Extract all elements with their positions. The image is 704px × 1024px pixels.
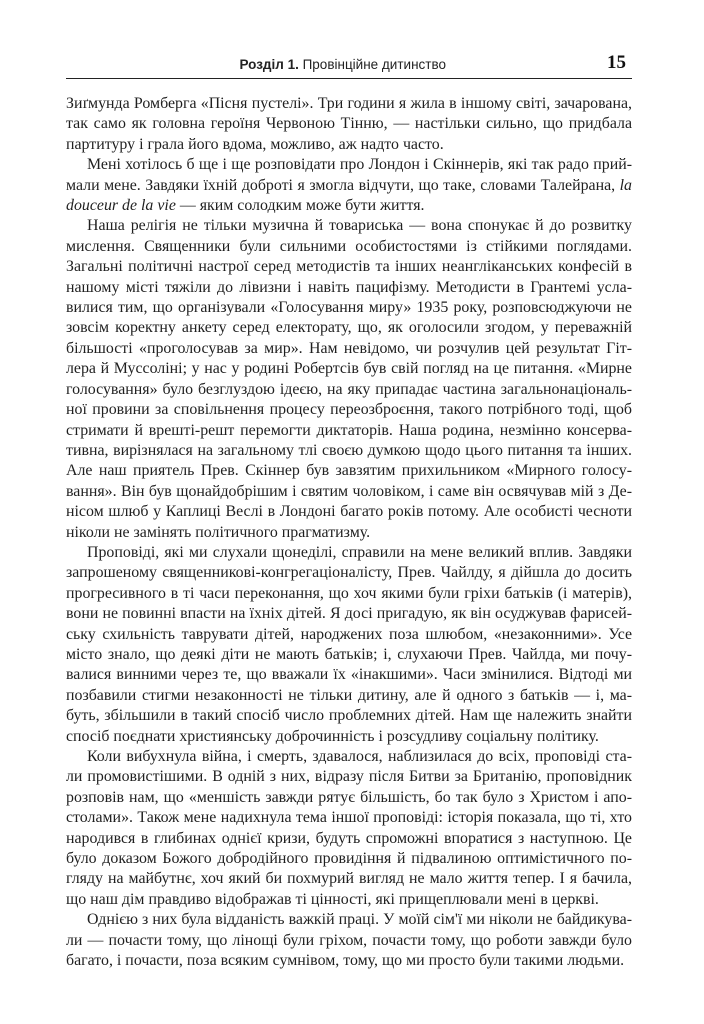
text-line: нашому місті тяжіли до лівизни і навіть пацифізму. Методисти в Грантемі усла- [66, 278, 632, 296]
text-line: Але наш приятель Прев. Скіннер був завзятим прихильником «Мирного голосу- [66, 462, 632, 480]
paragraph [66, 155, 632, 216]
text-line: розповів нам, що «меншість завжди рятує більшість, бо так було з Христом і апо- [66, 788, 632, 806]
text-line: douceur de la vie — яким солодким може бути життя. [66, 197, 425, 215]
paragraph [66, 216, 632, 543]
text-line: так само як головна героїня Червоною Тінню, — настільки сильно, що придбала [66, 115, 632, 133]
chapter-heading [239, 57, 446, 72]
text-line: гляду на майбутнє, хоч який би похмурий вигляд не мало життя тепер. І я бачила, [66, 870, 632, 888]
text-line: ніколи не замінять політичного прагматизму. [66, 523, 371, 541]
paragraph [66, 543, 632, 747]
text-line: мислення. Священники були сильними особистостями із стійкими поглядами. [66, 237, 632, 255]
text-line: голосування» було безглуздою ідеєю, на яку припадає частина загальнонаціональ- [66, 380, 632, 398]
text-line: Зиґмунда Ромберга «Пісня пустелі». Три години я жила в іншому світі, зачарована, [66, 95, 632, 112]
text-line: прогресивного в ті часи переконання, що хоч якими були гріхи батьків (і матерів), [66, 584, 632, 602]
text-line: ли промовистішими. В одній з них, відразу після Битви за Британію, проповідник [66, 768, 632, 786]
text-line: більшості «проголосував за мир». Нам невідомо, чи розчулив цей результат Гіт- [66, 339, 632, 357]
text-line: зовсім коректну анкету серед електорату, що, як оголосили згодом, у переважній [66, 319, 632, 337]
text-line: багато, і почасти, поза всяким сумнівом, тому, що ми просто були такими людьми. [66, 952, 625, 970]
text-line: партитуру і грала його вдома, можливо, аж надто часто. [66, 135, 444, 153]
text-line: ську схильність таврувати дітей, народжених поза шлюбом, «незаконними». Усе [66, 625, 632, 643]
text-line: тивна, вирізнялася на загальному тлі своєю думкою щодо цього питання та інших. [66, 441, 632, 459]
paragraph [66, 94, 632, 155]
text-line: Однією з них була відданість важкій праці. У моїй сім'ї ми ніколи не байдикува- [87, 911, 632, 929]
paragraph [66, 747, 632, 910]
text-line: вилися тим, що організували «Голосування миру» 1935 року, розповсюджуючи не [66, 299, 632, 317]
chapter-title: Провінційне дитинство [302, 57, 446, 72]
text-line: столами». Також мене надихнула тема іншої проповіді: історія показала, що ті, хто [66, 809, 632, 827]
text-line: ної провини за сповільнення процесу переозброєння, такого потрібного тоді, щоб [66, 401, 632, 419]
paragraph [66, 910, 632, 971]
text-line: ли — почасти тому, що лінощі були гріхом, почасти тому, що роботи завжди було [66, 931, 632, 949]
text-line: лера й Муссоліні; у нас у родині Робертсів був свій погляд на це питання. «Мирне [66, 360, 632, 378]
text-line: нісом шлюб у Каплиці Веслі в Лондоні багато років потому. Але особисті чесноти [66, 503, 632, 521]
text-line: що наш дім правдиво відображав ті цінності, які прищеплювали мені в церкві. [66, 890, 599, 908]
text-line: вони не повинні впасти на їхніх дітей. Я досі пригадую, як він осуджував фарисей- [66, 605, 632, 623]
text-line: буть, збільшили в такий спосіб число проблемних дітей. Нам ще належить знайти [66, 707, 632, 725]
text-line: було доказом Божого добродійного провидіння й підвалиною оптимістичного по- [66, 850, 632, 868]
text-line: мали мене. Завдяки їхній доброті я змогла відчути, що таке, словами Талейрана, la [66, 176, 632, 194]
text-line: народився в глибинах однієї кризи, будуть спроможні впоратися з наступною. Це [66, 829, 632, 847]
text-line: Наша релігія не тільки музична й товариська — вона спонукає й до розвитку [87, 217, 632, 235]
text-line: стримати й врешті-решт перемогти диктаторів. Наша родина, незмінно консерва- [66, 421, 632, 439]
text-line: позбавили стигми незаконності не тільки дитину, але й одного з батьків — і, ма- [66, 686, 632, 704]
running-head [66, 50, 632, 79]
page-number: 15 [607, 52, 626, 73]
body-text [66, 94, 632, 971]
text-line: вання». Він був щонайдобрішим і святим чоловіком, і саме він освячував мій з Де- [66, 482, 632, 500]
text-line: спосіб поєднати християнську доброчинність і розсудливу соціальну політику. [66, 727, 599, 745]
text-line: місто знало, що деякі діти не мають батьків; і, слухаючи Прев. Чайлда, ми почу- [66, 645, 632, 663]
text-line: Коли вибухнула війна, і смерть, здавалося, наблизилася до всіх, проповіді ста- [87, 748, 632, 765]
text-line: Проповіді, які ми слухали щонеділі, справили на мене великий вплив. Завдяки [87, 543, 632, 561]
text-line: Загальні політичні настрої серед методистів та інших неангліканських конфесій в [66, 258, 632, 276]
text-line: валися винними через те, що вважали їх «інакшими». Часи змінилися. Відтоді ми [66, 666, 632, 684]
text-line: запрошеному священникові-конгрегаціоналісту, Прев. Чайлду, я дійшла до досить [66, 564, 632, 582]
text-line: Мені хотілось б ще і ще розповідати про Лондон і Скіннерів, які так радо прий- [87, 156, 632, 174]
chapter-label: Розділ 1. [239, 57, 299, 72]
